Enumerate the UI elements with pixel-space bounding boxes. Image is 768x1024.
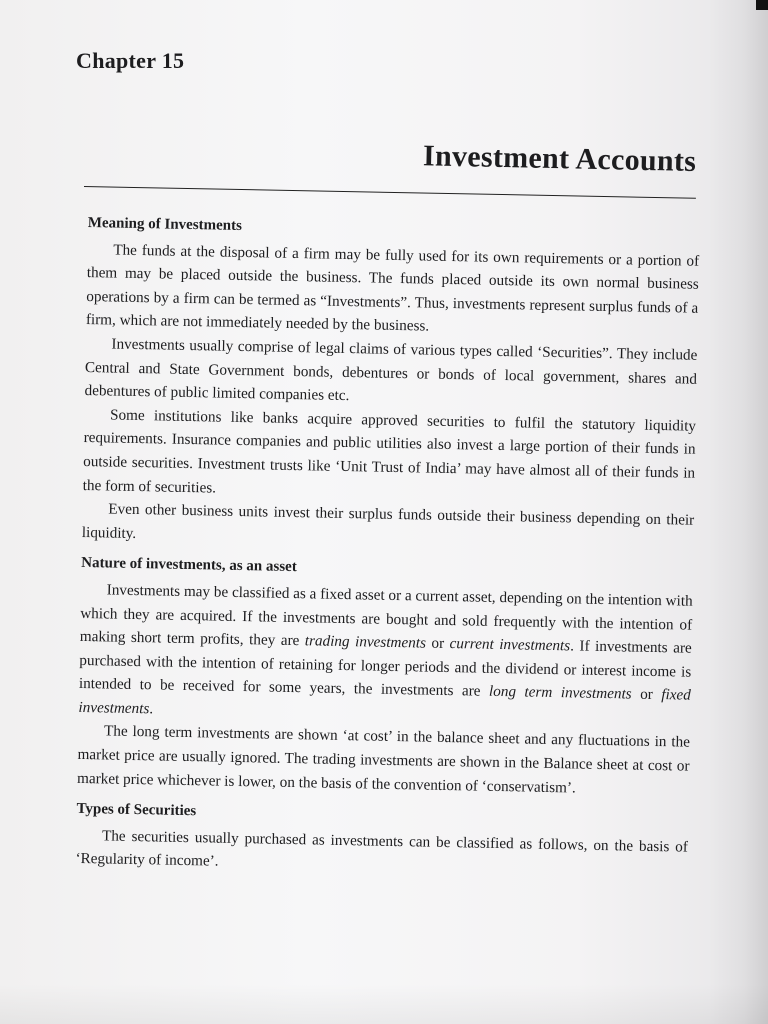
page-corner — [756, 0, 768, 10]
paragraph: The long term investments are shown ‘at cost’ in the balance sheet and any fluctuations in the market price are usually ignored. The trading investments are shown in the Balance sheet at cost or market price whichever is lower, on the basis of the convention of ‘conservatism’. — [76, 722, 691, 797]
paragraph: Some institutions like banks acquire approved securities to fulfil the statutory liquidity requirements. Insurance companies and public utilities also invest a large portion of their funds in outside securities. Investment trusts like ‘Unit Trust of India’ may have almost all of their funds in the form of securities. — [82, 406, 697, 497]
paragraph: The securities usually purchased as investments can be classified as follows, on the basis of ‘Regularity of income’. — [75, 827, 689, 871]
text-run: Investments may be classified as a fixed asset or a current asset, depending on the intention with which they are acquired. If the investments are bought and sold frequently with the intention of making short term profits, they are — [79, 581, 693, 650]
paragraph: Investments usually comprise of legal claims of various types called ‘Securities”. They include Central and State Government bonds, debentures or bonds of local government, shares and debentures of public limited companies etc. — [84, 335, 698, 405]
italic-term: long term investments — [488, 683, 632, 703]
italic-term: current investments — [449, 635, 571, 655]
italic-term: fixed investments — [78, 686, 691, 718]
page-edge-shadow — [708, 0, 768, 1024]
chapter-title: Investment Accounts — [422, 139, 697, 178]
section-heading-meaning: Meaning of Investments — [87, 214, 243, 234]
paragraph: The funds at the disposal of a firm may be fully used for its own requirements or a portion of them may be placed outside the business. The funds placed outside its own normal business operations by a firm can be termed as “Investments”. Thus, investments represent surplus funds of a firm, which are not immediately needed by the business. — [85, 241, 700, 335]
chapter-body — [75, 212, 700, 883]
text-run: . If investments are purchased with the intention of retaining for longer periods and the dividend or interest income is intended to be received for some years, the investments are — [78, 637, 692, 701]
text-run: or — [631, 685, 662, 704]
paragraph: Even other business units invest their surplus funds outside their business depending on their liquidity. — [81, 500, 695, 542]
section-heading-nature: Nature of investments, as an asset — [81, 555, 297, 576]
page-bottom-shadow — [0, 984, 768, 1024]
italic-term: trading investments — [304, 632, 427, 652]
text-run: . — [149, 700, 154, 718]
title-rule — [84, 186, 696, 199]
chapter-label: Chapter 15 — [76, 48, 185, 73]
text-run: or — [425, 634, 450, 653]
section-heading-types: Types of Securities — [76, 801, 197, 820]
paragraph — [78, 578, 693, 731]
